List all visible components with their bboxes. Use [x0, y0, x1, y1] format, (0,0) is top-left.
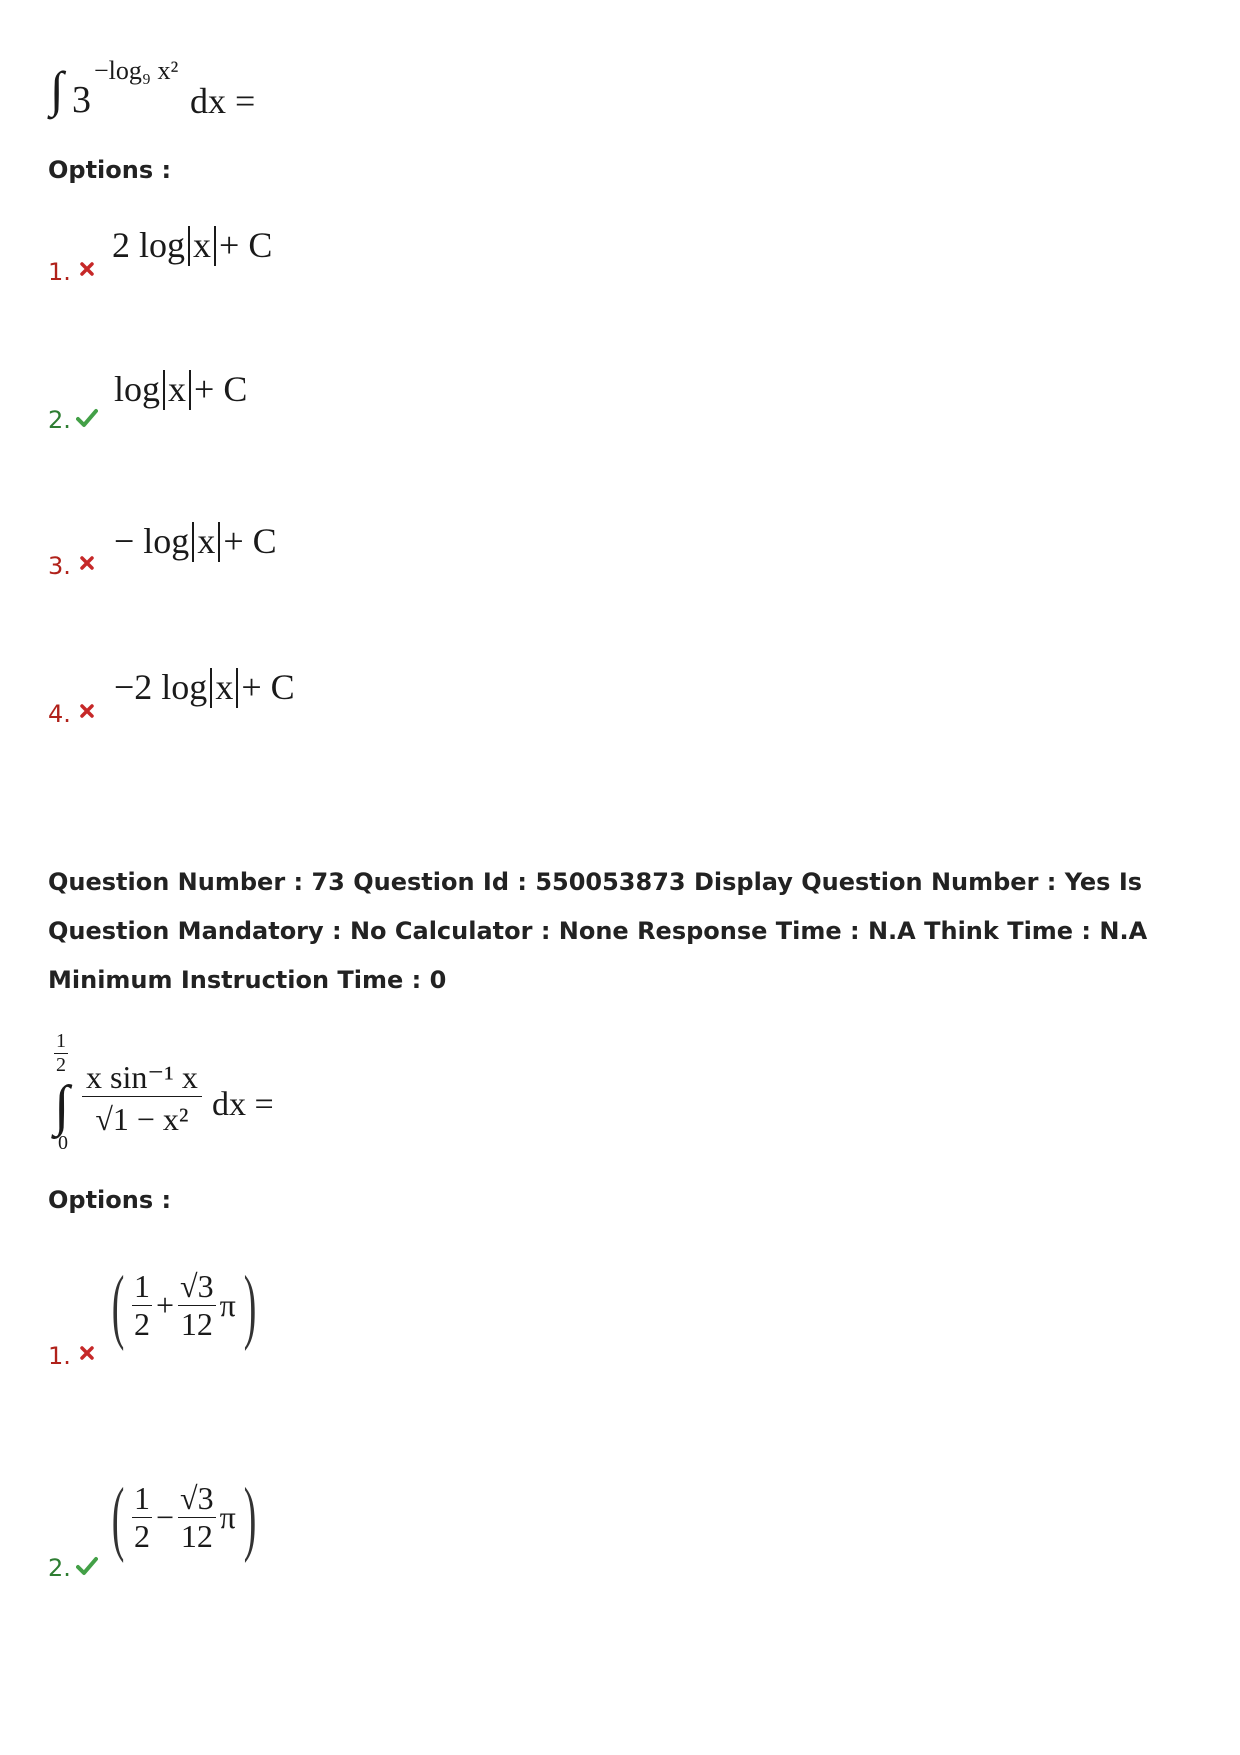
option-number: 2. [48, 406, 71, 434]
option-expression: ( $\frac{1}{2}$ − $\frac{√3}{12}$ π ) [111, 1470, 257, 1564]
option-expression: log x + C [114, 369, 248, 409]
cross-icon [80, 556, 94, 570]
option-number: 4. [48, 700, 71, 728]
check-icon [76, 1556, 98, 1576]
expression-base: 3 [72, 79, 91, 121]
cross-icon [80, 704, 94, 718]
option-number: 1. [48, 258, 71, 286]
option-number: 2. [48, 1554, 71, 1582]
option-expression: ( $\frac{1}{2}$ + $\frac{√3}{12}$ π ) [111, 1258, 257, 1352]
q1-options-heading: Options : [48, 156, 172, 184]
option-number: 1. [48, 1342, 71, 1370]
question-meta: Question Number : 73 Question Id : 550053873 Display Question Number : Yes Is Question Mandatory : No Calculator : None Response Time : N.A Think Time : N.A Minimum Instruction Time : 0 [48, 868, 1148, 994]
expression-tail: dx = [212, 1086, 274, 1123]
integral-sign: ∫ [54, 1075, 70, 1137]
cross-icon [80, 262, 94, 276]
integrand-fraction: $\frac{\text{x sin⁻¹ x}}{\text{√1 − x²}}$ [82, 1058, 202, 1138]
expression-tail: dx = [190, 81, 256, 121]
q2-expression [52, 1030, 312, 1160]
option-expression: −2 log x + C [114, 667, 295, 707]
option-expression: − log x + C [114, 521, 277, 561]
cross-icon [80, 1346, 94, 1360]
lower-limit: 0 [58, 1132, 68, 1154]
option-number: 3. [48, 552, 71, 580]
option-expression: 2 log x + C [112, 225, 273, 265]
expression-exponent: −log₉ x² [94, 56, 179, 85]
q2-options-heading: Options : [48, 1186, 172, 1214]
check-icon [76, 408, 98, 428]
integral-sign: ∫ [50, 61, 64, 117]
upper-limit: $\frac{1}{2}$ [56, 1030, 66, 1076]
